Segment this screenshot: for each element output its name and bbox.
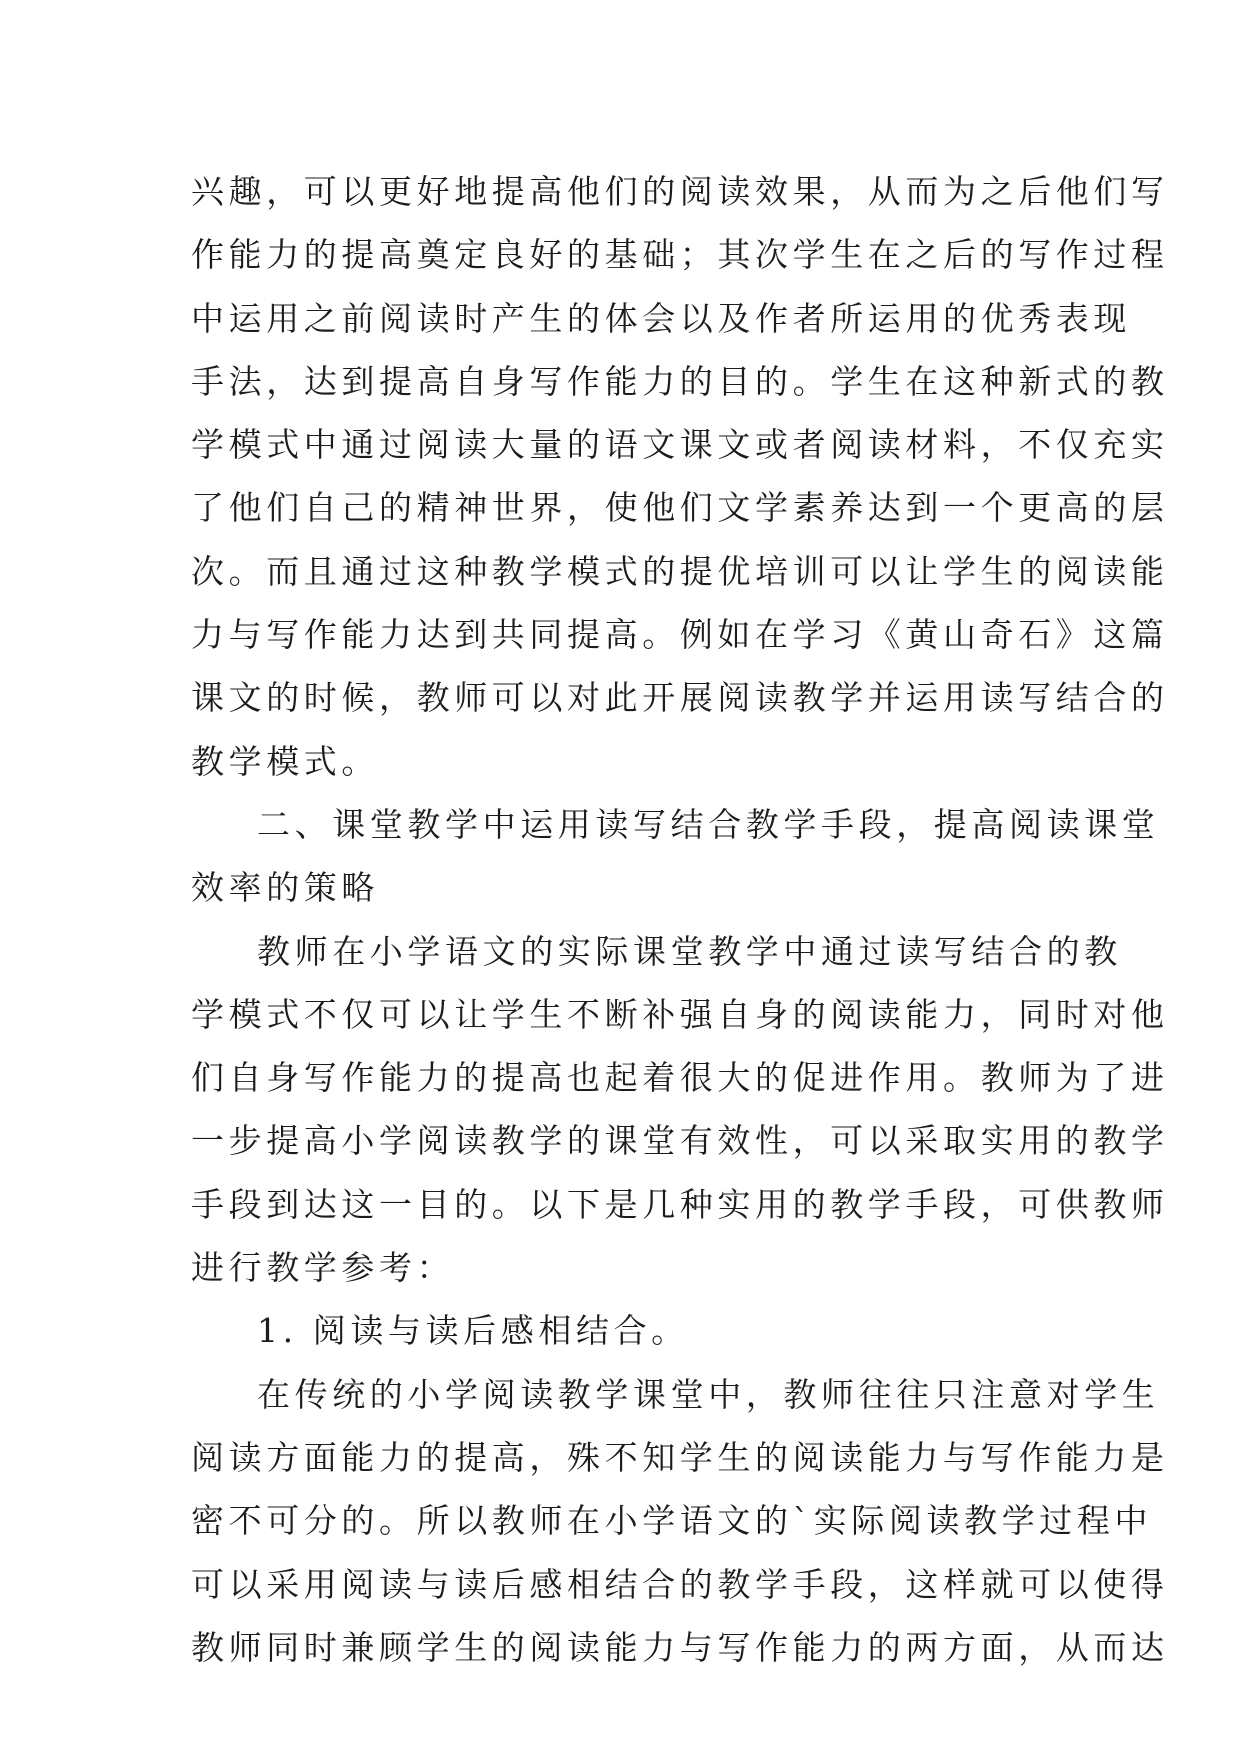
text-line: 学模式中通过阅读大量的语文课文或者阅读材料，不仅充实 (191, 425, 1169, 465)
text-line: 教师在小学语文的实际课堂教学中通过读写结合的教 (257, 931, 1122, 971)
text-line: 阅读方面能力的提高，殊不知学生的阅读能力与写作能力是 (191, 1437, 1169, 1477)
text-line: 课文的时候，教师可以对此开展阅读教学并运用读写结合的 (191, 678, 1169, 718)
text-line: 教学模式。 (191, 741, 379, 781)
text-line: 教师同时兼顾学生的阅读能力与写作能力的两方面，从而达 (191, 1627, 1169, 1667)
section-heading-line: 效率的策略 (191, 868, 379, 908)
text-line: 密不可分的。所以教师在小学语文的`实际阅读教学过程中 (191, 1501, 1153, 1541)
text-line: 进行教学参考： (191, 1248, 455, 1288)
text-line: 中运用之前阅读时产生的体会以及作者所运用的优秀表现 (191, 298, 1131, 338)
text-line: 作能力的提高奠定良好的基础；其次学生在之后的写作过程 (191, 235, 1169, 275)
text-line: 手法，达到提高自身写作能力的目的。学生在这种新式的教 (191, 361, 1169, 401)
text-line: 手段到达这一目的。以下是几种实用的教学手段，可供教师 (191, 1184, 1169, 1224)
subsection-heading-line: 1. 阅读与读后感相结合。 (257, 1311, 689, 1351)
text-line: 兴趣，可以更好地提高他们的阅读效果，从而为之后他们写 (191, 172, 1169, 211)
text-line: 学模式不仅可以让学生不断补强自身的阅读能力，同时对他 (191, 994, 1169, 1034)
text-line: 在传统的小学阅读教学课堂中，教师往往只注意对学生 (257, 1374, 1160, 1414)
text-line: 次。而且通过这种教学模式的提优培训可以让学生的阅读能 (191, 551, 1169, 591)
text-line: 力与写作能力达到共同提高。例如在学习《黄山奇石》这篇 (191, 615, 1169, 655)
text-line: 了他们自己的精神世界，使他们文学素养达到一个更高的层 (191, 488, 1169, 528)
text-line: 一步提高小学阅读教学的课堂有效性，可以采取实用的教学 (191, 1121, 1169, 1161)
text-line: 们自身写作能力的提高也起着很大的促进作用。教师为了进 (191, 1058, 1169, 1098)
body-text (191, 160, 1169, 1679)
text-line: 可以采用阅读与读后感相结合的教学手段，这样就可以使得 (191, 1564, 1169, 1604)
section-heading-line: 二、课堂教学中运用读写结合教学手段，提高阅读课堂 (257, 804, 1160, 844)
